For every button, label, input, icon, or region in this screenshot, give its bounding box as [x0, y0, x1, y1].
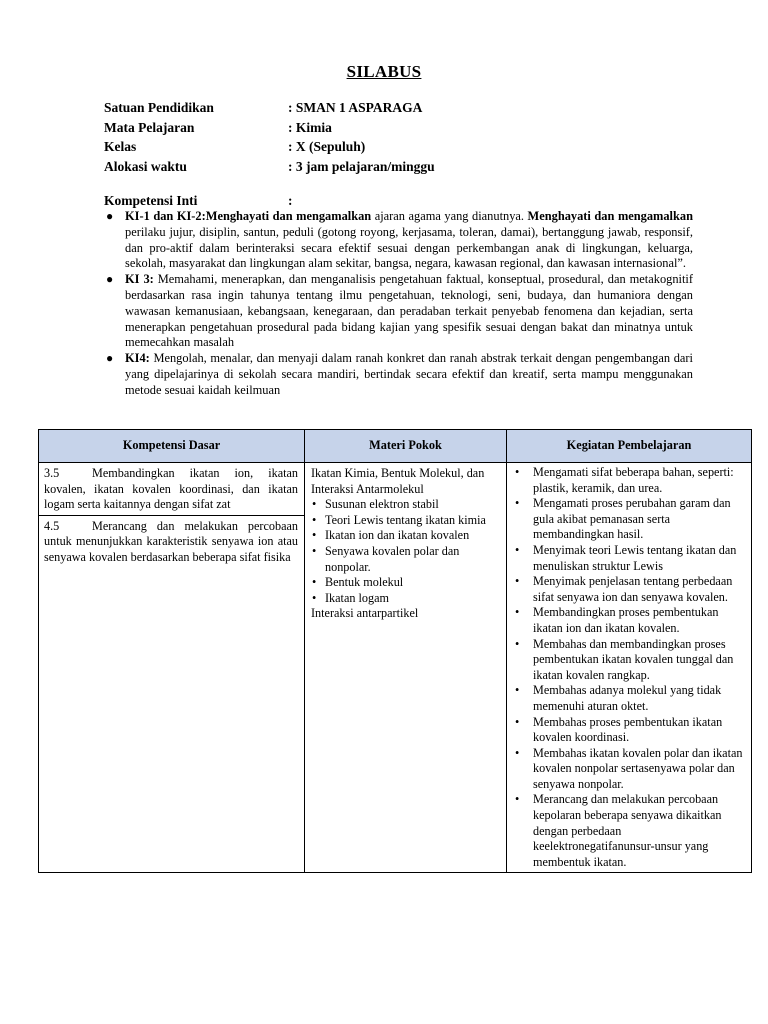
list-item	[511, 715, 745, 746]
kegiatan-list	[511, 465, 745, 870]
bullet-icon: •	[515, 542, 520, 557]
list-item	[311, 513, 500, 529]
ki-item-text: Mengolah, menalar, dan menyaji dalam ranah konkret dan ranah abstrak terkait dengan pengembangan dari yang dipelajarinya di sekolah secara mandiri, bertindak secara efektif dan kreatif, serta mampu menggunakan metode sesuai kaidah keilmuan	[125, 351, 693, 397]
kompetensi-dasar-cell	[39, 463, 305, 873]
materi-item-text: Ikatan logam	[325, 590, 389, 605]
identity-value: : X (Sepuluh)	[288, 139, 366, 154]
list-item	[311, 528, 500, 544]
kegiatan-item-text: Menyimak penjelasan tentang perbedaan sifat senyawa ion dan senyawa kovalen.	[533, 574, 733, 604]
bullet-icon: •	[515, 636, 520, 651]
kompetensi-inti-list	[107, 209, 693, 399]
materi-item-text: Ikatan ion dan ikatan kovalen	[325, 528, 470, 543]
materi-list	[311, 497, 500, 606]
list-item	[311, 497, 500, 513]
bullet-icon: •	[515, 605, 520, 620]
ki-item-bold: KI 3:	[125, 272, 154, 287]
bullet-icon: •	[312, 543, 317, 558]
identity-label: Mata Pelajaran	[104, 119, 195, 135]
kegiatan-item-text: Mengamati sifat beberapa bahan, seperti: plastik, keramik, dan urea.	[533, 465, 734, 495]
identity-value: : SMAN 1 ASPARAGA	[288, 100, 423, 115]
ki-item	[107, 272, 693, 351]
ki-item-text: Memahami, menerapkan, dan menganalisis pengetahuan faktual, konseptual, prosedural, dan metakognitif berdasarkan rasa ingin tahunya tentang ilmu pengetahuan, teknologi, seni, budaya, dan humaniora dengan wawasan kemanusiaan, kebangsaan, kenegaraan, dan peradaban terkait penyebab fenomena dan kejadian, serta menerapkan pengetahuan prosedural pada bidang kajian yang spesifik sesuai dengan bakat dan minatnya untuk memecahkan masalah	[125, 272, 693, 350]
bullet-icon: ●	[106, 351, 114, 366]
kd-item	[39, 463, 304, 515]
kegiatan-item-text: Merancang dan melakukan percobaan kepolaran beberapa senyawa dikaitkan dengan perbedaan keelektronegatifanunsur-unsur yang membentuk ikatan.	[533, 792, 722, 869]
bullet-icon: •	[312, 575, 317, 590]
kegiatan-item-text: Membahas proses pembentukan ikatan kovalen koordinasi.	[533, 714, 723, 745]
list-item	[511, 574, 745, 605]
list-item	[511, 465, 745, 496]
ki-item-bold: KI-1 dan KI-2:Menghayati dan mengamalkan	[125, 209, 372, 223]
bullet-icon: •	[312, 497, 317, 512]
list-item	[511, 746, 745, 793]
kompetensi-inti-label: Kompetensi Inti	[104, 193, 198, 208]
identity-label: Alokasi waktu	[104, 158, 187, 174]
ki-item	[107, 209, 693, 272]
bullet-icon: •	[312, 590, 317, 605]
list-item	[511, 496, 745, 543]
kd-number: 3.5	[44, 466, 60, 480]
materi-item-text: Senyawa kovalen polar dan nonpolar.	[325, 543, 460, 574]
table-row	[39, 463, 752, 873]
silabus-table	[38, 429, 752, 873]
bullet-icon: •	[515, 574, 520, 589]
kegiatan-item-text: Mengamati proses perubahan garam dan gula akibat pemanasan serta membandingkan hasil.	[533, 496, 731, 542]
list-item	[311, 544, 500, 575]
bullet-icon: •	[515, 496, 520, 511]
kd-text: Membandingkan ikatan ion, ikatan kovalen, ikatan kovalen koordinasi, dan ikatan logam serta kaitannya dengan sifat zat	[44, 466, 298, 512]
bullet-icon: •	[515, 714, 520, 729]
identity-label: Satuan Pendidikan	[104, 100, 214, 115]
materi-intro: Ikatan Kimia, Bentuk Molekul, dan Interaksi Antarmolekul	[311, 466, 485, 496]
header-materi-pokok: Materi Pokok	[305, 430, 507, 463]
identity-value: : 3 jam pelajaran/minggu	[288, 158, 435, 174]
bullet-icon: •	[312, 512, 317, 527]
ki-item-text: perilaku jujur, disiplin, santun, peduli (gotong royong, kerjasama, toleran, damai), bertanggung jawab, responsif, dan pro-aktif dalam berinteraksi secara efektif sesuai dengan perkembangan anak di lingkungan, keluarga, sekolah, masyarakat dan lingkungan alam sekitar, bangsa, negara, kawasan regional, dan kawasan internasional”.	[125, 224, 693, 271]
materi-item-text: Teori Lewis tentang ikatan kimia	[325, 512, 486, 527]
identity-label: Kelas	[104, 139, 137, 154]
kegiatan-item-text: Membahas adanya molekul yang tidak memenuhi aturan oktet.	[533, 683, 722, 713]
bullet-icon: ●	[106, 209, 114, 223]
kd-number: 4.5	[44, 518, 60, 533]
list-item	[311, 575, 500, 591]
kegiatan-content	[507, 463, 751, 872]
kegiatan-item-text: Membahas dan membandingkan proses pembentukan ikatan kovalen tunggal dan ikatan kovalen rangkap.	[533, 636, 734, 682]
kegiatan-pembelajaran-cell	[507, 463, 752, 873]
header-kegiatan-pembelajaran: Kegiatan Pembelajaran	[507, 430, 752, 463]
list-item	[511, 792, 745, 870]
ki-item	[107, 351, 693, 398]
kompetensi-inti-heading	[104, 193, 293, 209]
kegiatan-item-text: Menyimak teori Lewis tentang ikatan dan menuliskan struktur Lewis	[533, 542, 737, 573]
materi-pokok-content	[305, 463, 506, 624]
table-header-row	[39, 430, 752, 463]
kegiatan-item-text: Membandingkan proses pembentukan ikatan ion dan ikatan kovalen.	[533, 605, 719, 635]
identity-value: : Kimia	[288, 119, 332, 135]
list-item	[511, 605, 745, 636]
ki-item-text: ajaran agama yang dianutnya.	[371, 209, 528, 223]
list-item	[511, 637, 745, 684]
list-item	[311, 591, 500, 607]
bullet-icon: •	[515, 792, 520, 807]
kompetensi-inti-colon: :	[288, 193, 293, 208]
bullet-icon: •	[312, 528, 317, 543]
ki-item-bold: KI4:	[125, 351, 150, 366]
kd-text: Merancang dan melakukan percobaan untuk menunjukkan karakteristik senyawa ion atau senyawa kovalen berdasarkan beberapa sifat fisika	[44, 518, 298, 564]
ki-item-bold: Menghayati dan mengamalkan	[527, 209, 693, 223]
kd-item	[39, 515, 304, 568]
list-item	[511, 683, 745, 714]
bullet-icon: •	[515, 745, 520, 760]
kegiatan-item-text: Membahas ikatan kovalen polar dan ikatan kovalen nonpolar sertasenyawa polar dan senyawa nonpolar.	[533, 745, 743, 791]
bullet-icon: •	[515, 683, 520, 698]
materi-item-text: Bentuk molekul	[325, 575, 404, 590]
bullet-icon: ●	[106, 272, 114, 287]
page-title: SILABUS	[346, 62, 422, 81]
list-item	[511, 543, 745, 574]
bullet-icon: •	[515, 465, 520, 479]
materi-item-text: Susunan elektron stabil	[325, 497, 439, 512]
materi-pokok-cell	[305, 463, 507, 873]
header-kompetensi-dasar: Kompetensi Dasar	[39, 430, 305, 463]
materi-outro: Interaksi antarpartikel	[311, 606, 419, 621]
